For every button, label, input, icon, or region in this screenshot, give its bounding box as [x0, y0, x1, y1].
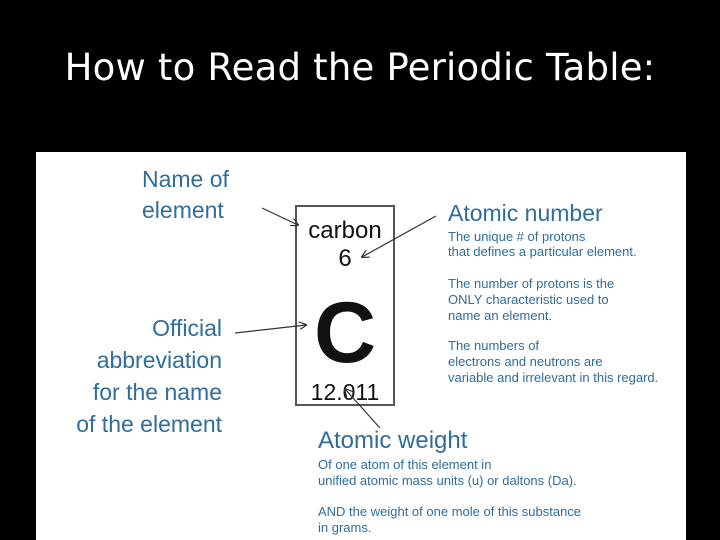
official-abbreviation-line-4: of the element [76, 411, 222, 437]
official-abbreviation-line-1: Official [152, 315, 222, 341]
atomic-number-desc3-line-2: electrons and neutrons are [448, 354, 603, 369]
atomic-weight-desc-line-2: unified atomic mass units (u) or daltons (Da). [318, 473, 577, 488]
atomic-number-desc3-line-3: variable and irrelevant in this regard. [448, 370, 659, 385]
atomic-number-heading: Atomic number [448, 200, 603, 226]
atomic-number-desc3-line-1: The numbers of [448, 338, 540, 353]
official-abbreviation-line-2: abbreviation [96, 347, 222, 373]
element-atomic-weight: 12.011 [310, 379, 380, 405]
slide-title: How to Read the Periodic Table: [64, 46, 656, 89]
element-name: carbon [308, 217, 382, 244]
pointer-arrows [36, 152, 686, 540]
diagram-panel [36, 152, 686, 540]
atomic-number-desc-line-2: that defines a particular element. [448, 244, 637, 259]
element-atomic-number: 6 [338, 245, 352, 272]
atomic-weight-desc2-line-2: in grams. [318, 520, 372, 535]
atomic-number-desc2-line-3: name an element. [448, 308, 553, 323]
atomic-weight-desc2-line-1: AND the weight of one mole of this substance [318, 504, 582, 519]
atomic-weight-heading: Atomic weight [318, 427, 468, 454]
atomic-weight-desc-line-1: Of one atom of this element in [318, 457, 492, 472]
name-of-element-line-1: Name of [142, 166, 229, 192]
arrow-to-symbol [235, 325, 306, 333]
atomic-number-desc2-line-1: The number of protons is the [448, 276, 615, 291]
arrow-to-weight [345, 389, 380, 428]
element-symbol: C [313, 285, 377, 381]
arrow-to-name [262, 208, 298, 225]
official-abbreviation-line-3: for the name [92, 379, 222, 405]
atomic-number-desc-line-1: The unique # of protons [448, 229, 586, 244]
name-of-element-line-2: element [142, 197, 224, 223]
atomic-number-desc2-line-2: ONLY characteristic used to [448, 292, 609, 307]
arrow-to-number [362, 216, 436, 257]
